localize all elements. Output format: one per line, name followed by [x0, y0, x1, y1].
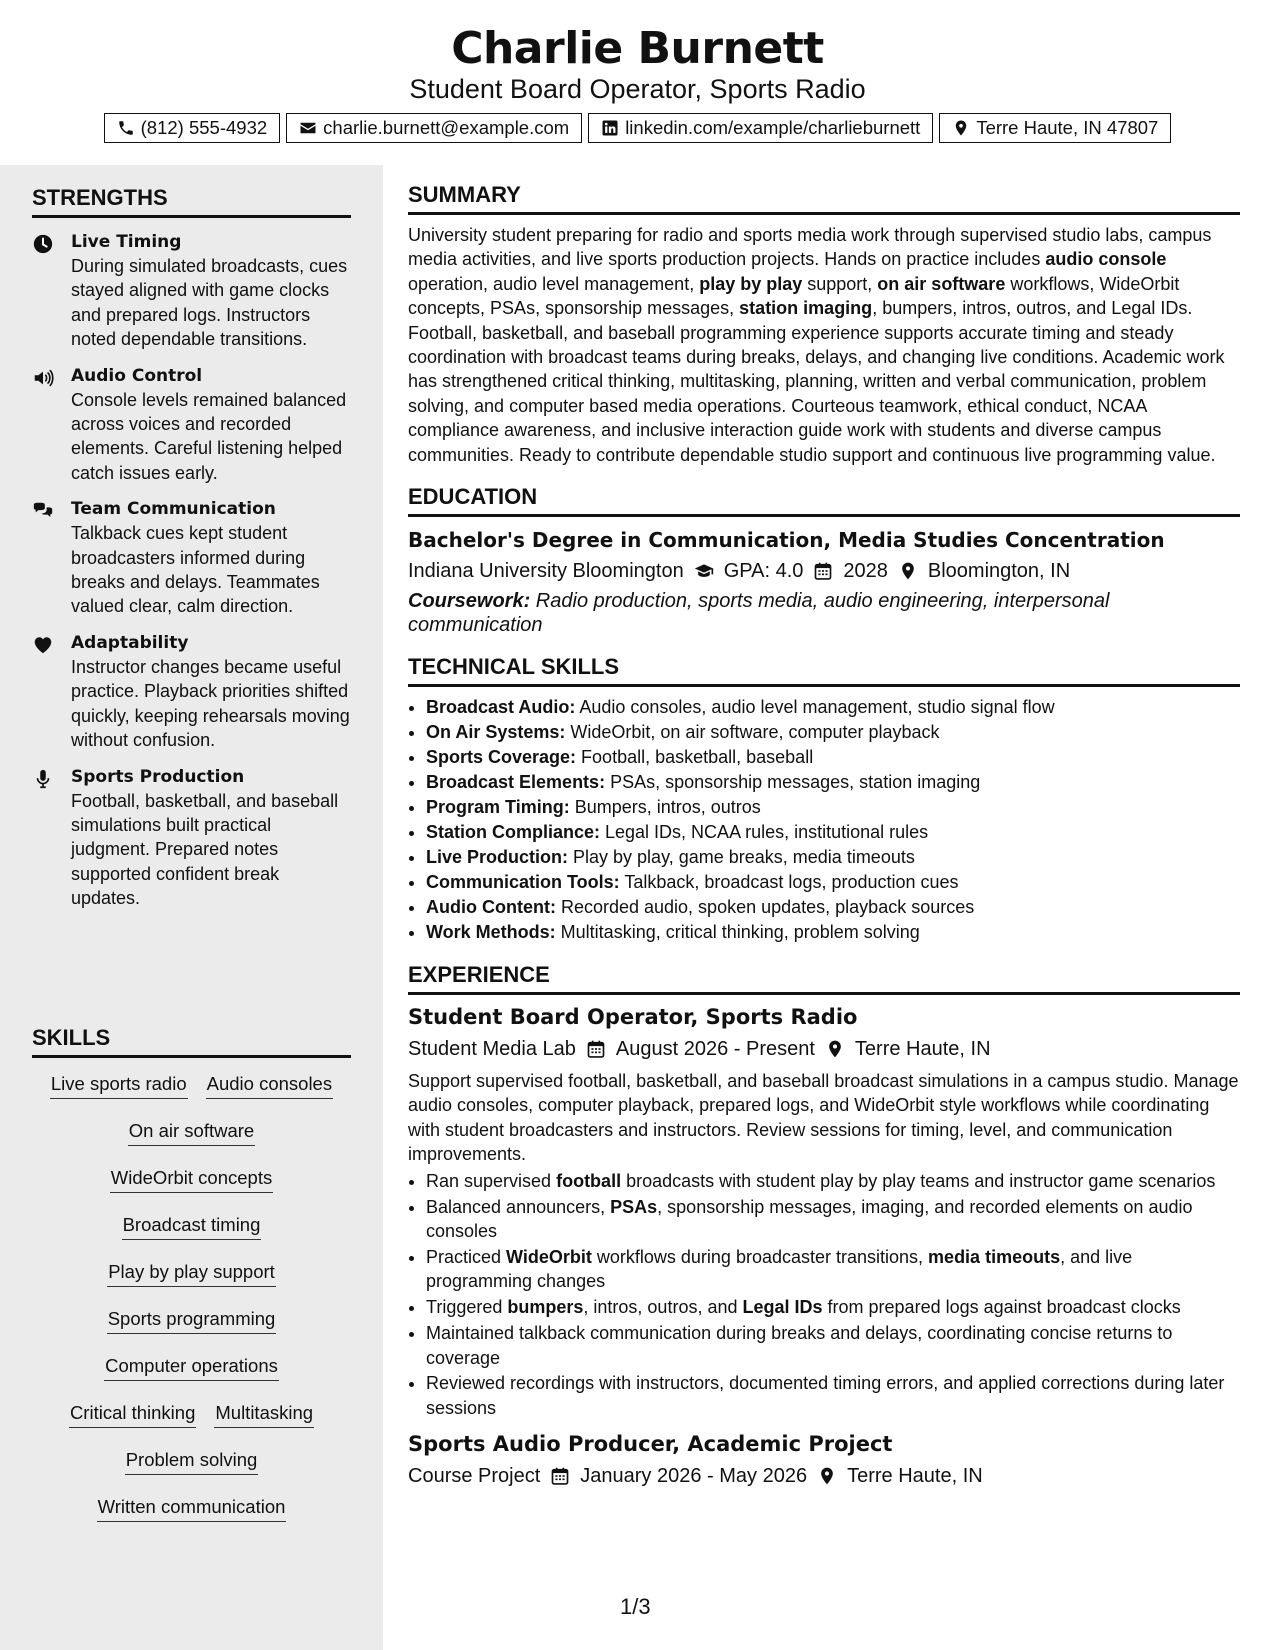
- map-pin-icon: [817, 1466, 837, 1486]
- technical-skills-section: [408, 654, 1240, 945]
- strength-description: Instructor changes became useful practice. Playback priorities shifted quickly, keeping rehearsals moving without confusion.: [71, 656, 350, 751]
- bullet-fragment: , sponsorship messages, imaging, and recorded elements on audio consoles: [426, 1196, 1193, 1241]
- strength-item: [32, 631, 351, 753]
- skills-row: [32, 1354, 351, 1381]
- strength-title: Team Communication: [71, 499, 276, 520]
- strengths-list: [32, 230, 351, 911]
- coursework-label: Coursework:: [408, 590, 531, 613]
- skills-row: [32, 1072, 351, 1099]
- technical-skills-list: [408, 695, 1240, 945]
- job-org: Student Media Lab: [408, 1038, 576, 1061]
- strength-title: Live Timing: [71, 232, 182, 252]
- bullet-keyword: PSAs: [610, 1196, 658, 1217]
- technical-skill-item: [426, 845, 1240, 870]
- job-bullet: [426, 1321, 1240, 1370]
- job-dates: August 2026 - Present: [615, 1038, 815, 1061]
- location-text: Terre Haute, IN 47807: [976, 117, 1159, 138]
- skill-tag: On air software: [128, 1119, 255, 1146]
- technical-skill-item: [426, 720, 1240, 745]
- skill-category: Live Production:: [426, 847, 569, 868]
- summary-fragment: support,: [802, 273, 878, 294]
- bullet-keyword: football: [556, 1170, 622, 1191]
- skill-tag: Problem solving: [125, 1448, 259, 1475]
- skill-tag: Live sports radio: [50, 1072, 188, 1099]
- strength-description: Football, basketball, and baseball simulations built practical judgment. Prepared notes supported confident break updates.: [71, 790, 339, 909]
- summary-fragment: , bumpers, intros, outros, and Legal IDs. Football, basketball, and baseball programming experience supports accurate timing and steady coordination with broadcast teams during breaks, delays, and changing live conditions. Academic work has strengthened critical thinking, multitasking, planning, written and verbal communication, problem solving, and computer based media operations. Courteous teamwork, ethical conduct, NCAA compliance awareness, and inclusive interaction guide work with students and diverse campus communities. Ready to contribute dependable studio support and continuous live programming value.: [408, 298, 1225, 465]
- strength-title: Adaptability: [71, 632, 189, 653]
- skill-category: Sports Coverage:: [426, 747, 577, 768]
- strength-description: Console levels remained balanced across voices and recorded elements. Careful listening helped catch issues early.: [71, 389, 347, 483]
- chat-icon: [32, 500, 54, 522]
- education-heading: EDUCATION: [408, 484, 1240, 517]
- skills-section: [32, 1025, 351, 1522]
- skill-values: Recorded audio, spoken updates, playback sources: [555, 897, 975, 918]
- strength-item: [32, 364, 351, 486]
- bullet-fragment: workflows during broadcaster transitions,: [591, 1246, 929, 1267]
- location-contact: [939, 113, 1171, 143]
- skill-category: Audio Content:: [426, 897, 556, 918]
- skill-values: Football, basketball, baseball: [576, 747, 814, 768]
- summary-fragment: operation, audio level management,: [408, 273, 700, 294]
- skill-tag: Critical thinking: [69, 1401, 196, 1428]
- job-location: Terre Haute, IN: [847, 1465, 983, 1488]
- sidebar: [0, 165, 383, 1650]
- summary-keyword: station imaging: [739, 298, 873, 319]
- candidate-name: Charlie Burnett: [451, 23, 824, 74]
- degree-title: Bachelor's Degree in Communication, Media Studies Concentration: [408, 528, 1165, 553]
- email-text: charlie.burnett@example.com: [323, 117, 570, 138]
- skill-category: Broadcast Audio:: [426, 697, 576, 718]
- bullet-fragment: broadcasts with student play by play teams and instructor game scenarios: [621, 1170, 1216, 1191]
- skills-row: [32, 1119, 351, 1146]
- strength-item: [32, 497, 351, 619]
- calendar-icon: [586, 1039, 606, 1059]
- job-entry: [408, 1003, 1240, 1420]
- strength-description: Talkback cues kept student broadcasters informed during breaks and delays. Teammates valued clear, calm direction.: [71, 523, 320, 617]
- strengths-section: [32, 185, 351, 911]
- bullet-fragment: Ran supervised: [426, 1170, 557, 1191]
- skill-tag: Written communication: [97, 1495, 287, 1522]
- job-title: Student Board Operator, Sports Radio: [408, 1005, 858, 1030]
- bullet-fragment: Practiced: [426, 1246, 507, 1267]
- skill-category: On Air Systems:: [426, 722, 566, 743]
- skills-row: [32, 1213, 351, 1240]
- summary-keyword: audio console: [1045, 249, 1167, 270]
- skills-row: [32, 1401, 351, 1428]
- summary-fragment: workflows, WideOrbit concepts, PSAs, sponsorship messages,: [408, 273, 1180, 319]
- job-bullet: [426, 1169, 1240, 1193]
- skill-values: PSAs, sponsorship messages, station imaging: [605, 772, 981, 793]
- skills-list: [32, 1072, 351, 1522]
- map-pin-icon: [952, 119, 970, 137]
- skills-row: [32, 1260, 351, 1287]
- job-meta: [408, 1462, 1240, 1490]
- skill-tag: Play by play support: [107, 1260, 276, 1287]
- skill-values: Legal IDs, NCAA rules, institutional rules: [600, 822, 929, 843]
- skills-row: [32, 1448, 351, 1475]
- job-bullets: [408, 1169, 1240, 1421]
- skill-category: Program Timing:: [426, 797, 570, 818]
- bullet-fragment: , intros, outros, and: [583, 1297, 743, 1318]
- technical-skill-item: [426, 895, 1240, 920]
- technical-skill-item: [426, 770, 1240, 795]
- technical-skill-item: [426, 795, 1240, 820]
- skill-values: WideOrbit, on air software, computer playback: [565, 722, 940, 743]
- skill-values: Audio consoles, audio level management, studio signal flow: [575, 697, 1055, 718]
- technical-skill-item: [426, 870, 1240, 895]
- experience-section: [408, 962, 1240, 1490]
- skills-row: [32, 1495, 351, 1522]
- strength-description: During simulated broadcasts, cues stayed aligned with game clocks and prepared logs. Instructors noted dependable transitions.: [71, 256, 348, 350]
- coursework-list: Radio production, sports media, audio engineering, interpersonal communication: [408, 590, 1110, 637]
- technical-skill-item: [426, 745, 1240, 770]
- job-bullet: [426, 1371, 1240, 1420]
- bullet-keyword: bumpers: [507, 1297, 584, 1318]
- skill-values: Multitasking, critical thinking, problem solving: [555, 922, 920, 943]
- education-section: [408, 484, 1240, 637]
- bullet-keyword: WideOrbit: [506, 1246, 592, 1267]
- summary-heading: SUMMARY: [408, 182, 1240, 215]
- resume-header: [0, 0, 1275, 165]
- candidate-title: Student Board Operator, Sports Radio: [409, 74, 866, 104]
- skill-values: Bumpers, intros, outros: [569, 797, 761, 818]
- clock-icon: [32, 233, 54, 255]
- skill-category: Communication Tools:: [426, 872, 620, 893]
- job-bullet: [426, 1245, 1240, 1294]
- skills-heading: SKILLS: [32, 1025, 351, 1058]
- coursework: [408, 589, 1240, 637]
- microphone-icon: [32, 768, 54, 790]
- graduation-year: 2028: [843, 560, 888, 583]
- skills-row: [32, 1307, 351, 1334]
- bullet-fragment: Reviewed recordings with instructors, documented timing errors, and applied corrections during later sessions: [426, 1373, 1225, 1418]
- bullet-fragment: , and live programming changes: [426, 1246, 1133, 1292]
- skill-tag: Computer operations: [104, 1354, 279, 1381]
- skills-row: [32, 1166, 351, 1193]
- heart-icon: [32, 634, 54, 656]
- linkedin-icon: [601, 119, 619, 137]
- job-entry: [408, 1430, 1240, 1490]
- strengths-heading: STRENGTHS: [32, 185, 351, 218]
- technical-skills-heading: TECHNICAL SKILLS: [408, 654, 1240, 687]
- job-org: Course Project: [408, 1465, 541, 1488]
- skill-tag: Sports programming: [107, 1307, 277, 1334]
- school-location: Bloomington, IN: [927, 560, 1071, 583]
- calendar-icon: [813, 561, 833, 581]
- job-bullet: [426, 1195, 1240, 1244]
- strength-title: Sports Production: [71, 766, 245, 787]
- main-content: [408, 165, 1240, 1490]
- strength-title: Audio Control: [71, 365, 203, 386]
- bullet-keyword: Legal IDs: [742, 1297, 823, 1318]
- bullet-keyword: media timeouts: [928, 1246, 1061, 1267]
- phone-icon: [117, 119, 135, 137]
- linkedin-contact[interactable]: [588, 113, 933, 143]
- skill-tag: Audio consoles: [206, 1072, 333, 1099]
- strength-item: [32, 230, 351, 352]
- speaker-icon: [32, 367, 54, 389]
- graduation-cap-icon: [694, 561, 714, 581]
- contact-bar: [0, 113, 1275, 143]
- summary-fragment: University student preparing for radio and sports media work through supervised studio labs, campus media activities, and live sports production projects. Hands on practice includes: [408, 225, 1212, 270]
- bullet-fragment: Balanced announcers,: [426, 1196, 611, 1217]
- calendar-icon: [550, 1466, 570, 1486]
- bullet-fragment: Maintained talkback communication during breaks and delays, coordinating concise returns to coverage: [426, 1323, 1173, 1368]
- bullet-fragment: Triggered: [426, 1297, 508, 1318]
- skill-category: Work Methods:: [426, 922, 556, 943]
- map-pin-icon: [898, 561, 918, 581]
- experience-heading: EXPERIENCE: [408, 962, 1240, 995]
- page-number: 1/3: [620, 1594, 651, 1619]
- summary-text: [408, 223, 1240, 467]
- gpa-text: GPA: 4.0: [723, 560, 804, 583]
- linkedin-text: linkedin.com/example/charlieburnett: [625, 117, 921, 138]
- summary-section: [408, 182, 1240, 467]
- summary-keyword: on air software: [877, 273, 1006, 294]
- strength-item: [32, 765, 351, 911]
- job-summary: Support supervised football, basketball, and baseball broadcast simulations in a campus studio. Manage audio consoles, computer playback, prepared logs, and WideOrbit style workflows while coordinating with student broadcasters and instructors. Review sessions for timing, level, and communication improvements.: [408, 1071, 1239, 1165]
- job-dates: January 2026 - May 2026: [580, 1465, 808, 1488]
- skill-category: Broadcast Elements:: [426, 772, 606, 793]
- phone-contact[interactable]: [104, 113, 281, 143]
- phone-text: (812) 555-4932: [140, 117, 268, 138]
- skill-tag: Multitasking: [214, 1401, 314, 1428]
- technical-skill-item: [426, 920, 1240, 945]
- technical-skill-item: [426, 695, 1240, 720]
- job-title: Sports Audio Producer, Academic Project: [408, 1432, 893, 1457]
- job-meta: [408, 1035, 1240, 1063]
- job-location: Terre Haute, IN: [854, 1038, 991, 1061]
- skill-values: Talkback, broadcast logs, production cues: [619, 872, 959, 893]
- email-contact[interactable]: [286, 113, 582, 143]
- summary-keyword: play by play: [699, 273, 803, 294]
- skill-tag: WideOrbit concepts: [110, 1166, 273, 1193]
- technical-skill-item: [426, 820, 1240, 845]
- envelope-icon: [299, 119, 317, 137]
- education-meta: [408, 557, 1240, 585]
- bullet-fragment: from prepared logs against broadcast clocks: [822, 1297, 1181, 1318]
- skill-category: Station Compliance:: [426, 822, 601, 843]
- map-pin-icon: [825, 1039, 845, 1059]
- skill-tag: Broadcast timing: [122, 1213, 262, 1240]
- job-bullet: [426, 1295, 1240, 1319]
- school-name: Indiana University Bloomington: [408, 560, 684, 583]
- skill-values: Play by play, game breaks, media timeouts: [568, 847, 915, 868]
